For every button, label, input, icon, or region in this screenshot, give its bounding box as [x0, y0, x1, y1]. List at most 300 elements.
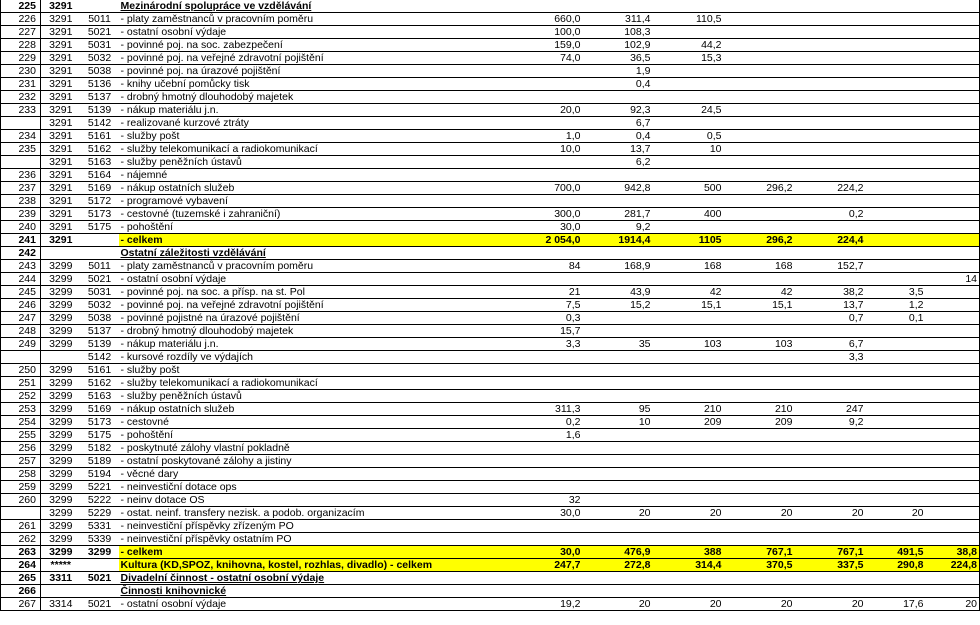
item-code-cell: 5031 [81, 39, 119, 52]
value-cell: 95 [583, 403, 653, 416]
value-cell [653, 273, 724, 286]
table-row [1, 208, 980, 221]
table-row [1, 598, 980, 611]
value-cell [724, 13, 795, 26]
item-code-cell: 5175 [81, 221, 119, 234]
description-cell: - drobný hmotný dlouhodobý majetek [119, 325, 512, 338]
value-cell [866, 585, 926, 598]
value-cell [653, 78, 724, 91]
value-cell [866, 338, 926, 351]
description-cell: - služby telekomunikací a radiokomunikací [119, 143, 512, 156]
value-cell: 296,2 [724, 182, 795, 195]
row-number-cell: 237 [1, 182, 41, 195]
value-cell [724, 65, 795, 78]
table-row [1, 299, 980, 312]
value-cell [512, 78, 583, 91]
value-cell [926, 260, 980, 273]
row-number-cell: 259 [1, 481, 41, 494]
row-number-cell: 260 [1, 494, 41, 507]
table-row [1, 195, 980, 208]
row-number-cell: 230 [1, 65, 41, 78]
value-cell [866, 65, 926, 78]
table-row [1, 507, 980, 520]
section-code-cell: 3291 [41, 195, 81, 208]
section-code-cell: 3291 [41, 143, 81, 156]
value-cell [926, 65, 980, 78]
description-cell: - ostatní osobní výdaje [119, 598, 512, 611]
table-row [1, 286, 980, 299]
value-cell [926, 39, 980, 52]
value-cell: 14 [926, 273, 980, 286]
item-code-cell: 5031 [81, 286, 119, 299]
item-code-cell: 5021 [81, 598, 119, 611]
value-cell: 44,2 [653, 39, 724, 52]
value-cell [653, 377, 724, 390]
value-cell [583, 533, 653, 546]
section-code-cell: 3291 [41, 156, 81, 169]
table-row [1, 390, 980, 403]
value-cell: 20 [583, 598, 653, 611]
value-cell: 311,4 [583, 13, 653, 26]
value-cell [866, 403, 926, 416]
value-cell: 15,7 [512, 325, 583, 338]
value-cell: 1105 [653, 234, 724, 247]
item-code-cell [81, 585, 119, 598]
value-cell: 491,5 [866, 546, 926, 559]
description-cell: - celkem [119, 546, 512, 559]
value-cell [512, 156, 583, 169]
description-cell: - cestovné (tuzemské i zahraniční) [119, 208, 512, 221]
description-cell: - nákup ostatních služeb [119, 182, 512, 195]
value-cell [926, 286, 980, 299]
table-row [1, 39, 980, 52]
description-cell: - služby peněžních ústavů [119, 390, 512, 403]
description-cell: - neinv dotace OS [119, 494, 512, 507]
row-number-cell [1, 156, 41, 169]
value-cell: 20 [583, 507, 653, 520]
row-number-cell: 267 [1, 598, 41, 611]
value-cell [512, 247, 583, 260]
section-code-cell: 3299 [41, 416, 81, 429]
item-code-cell: 5162 [81, 377, 119, 390]
value-cell [795, 429, 866, 442]
value-cell [926, 468, 980, 481]
item-code-cell [81, 0, 119, 13]
value-cell [866, 169, 926, 182]
table-row [1, 351, 980, 364]
row-number-cell: 241 [1, 234, 41, 247]
table-row [1, 429, 980, 442]
value-cell [583, 455, 653, 468]
value-cell: 0,7 [795, 312, 866, 325]
value-cell: 17,6 [866, 598, 926, 611]
value-cell [795, 494, 866, 507]
value-cell: 1,0 [512, 130, 583, 143]
value-cell [583, 169, 653, 182]
item-code-cell: 5222 [81, 494, 119, 507]
value-cell: 2 054,0 [512, 234, 583, 247]
value-cell: 159,0 [512, 39, 583, 52]
row-number-cell: 244 [1, 273, 41, 286]
value-cell [512, 169, 583, 182]
item-code-cell: 5164 [81, 169, 119, 182]
value-cell [724, 143, 795, 156]
description-cell: - ostatní osobní výdaje [119, 273, 512, 286]
value-cell: 20 [926, 598, 980, 611]
value-cell [926, 156, 980, 169]
description-cell: - ostatní poskytované zálohy a jistiny [119, 455, 512, 468]
description-cell: - ostat. neinf. transfery nezisk. a podob. organizacím [119, 507, 512, 520]
section-code-cell [41, 351, 81, 364]
description-cell: Ostatní záležitosti vzdělávání [119, 247, 512, 260]
value-cell [795, 26, 866, 39]
section-code-cell: 3299 [41, 481, 81, 494]
value-cell [724, 312, 795, 325]
value-cell [724, 221, 795, 234]
value-cell [653, 468, 724, 481]
value-cell [926, 0, 980, 13]
value-cell: 15,1 [724, 299, 795, 312]
value-cell: 0,1 [866, 312, 926, 325]
value-cell [795, 156, 866, 169]
value-cell [724, 585, 795, 598]
value-cell [512, 533, 583, 546]
value-cell: 32 [512, 494, 583, 507]
value-cell [926, 299, 980, 312]
value-cell [512, 117, 583, 130]
table-row [1, 13, 980, 26]
value-cell [512, 520, 583, 533]
value-cell [653, 572, 724, 585]
table-row [1, 494, 980, 507]
table-body [1, 0, 980, 611]
value-cell: 7,5 [512, 299, 583, 312]
section-code-cell: 3291 [41, 65, 81, 78]
item-code-cell: 5161 [81, 130, 119, 143]
section-code-cell: 3299 [41, 299, 81, 312]
value-cell [795, 455, 866, 468]
item-code-cell: 5032 [81, 299, 119, 312]
description-cell: Mezinárodní spolupráce ve vzdělávání [119, 0, 512, 13]
item-code-cell: 5229 [81, 507, 119, 520]
item-code-cell: 5032 [81, 52, 119, 65]
value-cell: 42 [653, 286, 724, 299]
value-cell: 224,2 [795, 182, 866, 195]
value-cell: 13,7 [583, 143, 653, 156]
value-cell [926, 507, 980, 520]
value-cell: 152,7 [795, 260, 866, 273]
row-number-cell: 255 [1, 429, 41, 442]
section-code-cell [41, 247, 81, 260]
value-cell: 3,3 [512, 338, 583, 351]
row-number-cell: 239 [1, 208, 41, 221]
value-cell: 296,2 [724, 234, 795, 247]
value-cell [653, 520, 724, 533]
description-cell: - povinné pojistné na úrazové pojištění [119, 312, 512, 325]
value-cell [653, 65, 724, 78]
value-cell [653, 117, 724, 130]
section-code-cell: 3291 [41, 91, 81, 104]
value-cell: 300,0 [512, 208, 583, 221]
table-row [1, 338, 980, 351]
section-code-cell: 3291 [41, 208, 81, 221]
value-cell [583, 91, 653, 104]
value-cell [795, 169, 866, 182]
value-cell: 20 [866, 507, 926, 520]
value-cell: 247 [795, 403, 866, 416]
description-cell: - věcné dary [119, 468, 512, 481]
item-code-cell: 5163 [81, 156, 119, 169]
value-cell: 3,3 [795, 351, 866, 364]
value-cell [795, 325, 866, 338]
value-cell [926, 403, 980, 416]
value-cell [724, 156, 795, 169]
value-cell [653, 455, 724, 468]
value-cell: 110,5 [653, 13, 724, 26]
section-code-cell: 3299 [41, 468, 81, 481]
value-cell [653, 442, 724, 455]
value-cell [583, 429, 653, 442]
value-cell: 476,9 [583, 546, 653, 559]
value-cell [653, 351, 724, 364]
item-code-cell: 5169 [81, 403, 119, 416]
value-cell [866, 494, 926, 507]
value-cell: 370,5 [724, 559, 795, 572]
value-cell [866, 208, 926, 221]
table-row [1, 403, 980, 416]
section-code-cell: 3299 [41, 442, 81, 455]
value-cell [653, 481, 724, 494]
value-cell: 767,1 [795, 546, 866, 559]
table-row [1, 169, 980, 182]
row-number-cell: 249 [1, 338, 41, 351]
value-cell: 272,8 [583, 559, 653, 572]
value-cell [795, 520, 866, 533]
value-cell [512, 364, 583, 377]
row-number-cell: 231 [1, 78, 41, 91]
item-code-cell: 5011 [81, 260, 119, 273]
value-cell [512, 468, 583, 481]
item-code-cell: 5038 [81, 65, 119, 78]
row-number-cell: 248 [1, 325, 41, 338]
table-row [1, 481, 980, 494]
value-cell [512, 455, 583, 468]
value-cell [866, 364, 926, 377]
table-row [1, 234, 980, 247]
row-number-cell: 263 [1, 546, 41, 559]
row-number-cell [1, 117, 41, 130]
row-number-cell: 250 [1, 364, 41, 377]
value-cell [724, 78, 795, 91]
item-code-cell: 5194 [81, 468, 119, 481]
value-cell: 20 [795, 507, 866, 520]
value-cell [724, 195, 795, 208]
value-cell: 388 [653, 546, 724, 559]
value-cell [724, 26, 795, 39]
item-code-cell: 5173 [81, 208, 119, 221]
value-cell [795, 195, 866, 208]
row-number-cell: 243 [1, 260, 41, 273]
table-row [1, 260, 980, 273]
value-cell [795, 533, 866, 546]
value-cell [724, 442, 795, 455]
value-cell [795, 143, 866, 156]
value-cell: 314,4 [653, 559, 724, 572]
value-cell: 9,2 [795, 416, 866, 429]
value-cell [866, 390, 926, 403]
description-cell: - neinvestiční příspěvky zřízeným PO [119, 520, 512, 533]
table-row [1, 247, 980, 260]
value-cell [653, 533, 724, 546]
row-number-cell: 257 [1, 455, 41, 468]
value-cell [583, 364, 653, 377]
item-code-cell: 5142 [81, 117, 119, 130]
value-cell [512, 442, 583, 455]
value-cell [795, 585, 866, 598]
value-cell [926, 377, 980, 390]
value-cell [866, 130, 926, 143]
value-cell [583, 585, 653, 598]
value-cell [724, 533, 795, 546]
table-row [1, 312, 980, 325]
row-number-cell: 233 [1, 104, 41, 117]
value-cell [724, 468, 795, 481]
item-code-cell: 5137 [81, 325, 119, 338]
item-code-cell: 5221 [81, 481, 119, 494]
value-cell [512, 351, 583, 364]
value-cell: 337,5 [795, 559, 866, 572]
section-code-cell: 3291 [41, 169, 81, 182]
value-cell [795, 364, 866, 377]
item-code-cell: 5021 [81, 273, 119, 286]
value-cell [866, 455, 926, 468]
section-code-cell: 3291 [41, 26, 81, 39]
row-number-cell: 247 [1, 312, 41, 325]
value-cell [926, 520, 980, 533]
value-cell: 224,4 [795, 234, 866, 247]
value-cell [926, 117, 980, 130]
item-code-cell [81, 559, 119, 572]
table-row [1, 156, 980, 169]
value-cell [926, 182, 980, 195]
value-cell [653, 195, 724, 208]
table-row [1, 455, 980, 468]
value-cell [653, 364, 724, 377]
value-cell [724, 572, 795, 585]
row-number-cell: 245 [1, 286, 41, 299]
table-row [1, 377, 980, 390]
value-cell [724, 429, 795, 442]
section-code-cell: 3299 [41, 520, 81, 533]
value-cell [866, 182, 926, 195]
table-row [1, 533, 980, 546]
value-cell [795, 572, 866, 585]
value-cell [866, 351, 926, 364]
value-cell [653, 325, 724, 338]
value-cell [795, 65, 866, 78]
value-cell: 42 [724, 286, 795, 299]
item-code-cell [81, 234, 119, 247]
value-cell [795, 390, 866, 403]
value-cell [724, 104, 795, 117]
value-cell [653, 494, 724, 507]
description-cell: - nákup ostatních služeb [119, 403, 512, 416]
value-cell: 10 [653, 143, 724, 156]
value-cell [866, 52, 926, 65]
value-cell [724, 247, 795, 260]
value-cell [926, 572, 980, 585]
value-cell [512, 390, 583, 403]
row-number-cell: 234 [1, 130, 41, 143]
value-cell [926, 169, 980, 182]
description-cell: - povinné poj. na soc. zabezpečení [119, 39, 512, 52]
value-cell [926, 91, 980, 104]
value-cell: 0,2 [795, 208, 866, 221]
value-cell [926, 26, 980, 39]
value-cell [724, 455, 795, 468]
value-cell: 20 [653, 507, 724, 520]
table-row [1, 104, 980, 117]
value-cell: 1,6 [512, 429, 583, 442]
section-code-cell: 3291 [41, 221, 81, 234]
value-cell: 1,9 [583, 65, 653, 78]
item-code-cell: 5189 [81, 455, 119, 468]
value-cell: 20 [795, 598, 866, 611]
value-cell [724, 481, 795, 494]
value-cell [653, 429, 724, 442]
value-cell [724, 130, 795, 143]
item-code-cell: 5136 [81, 78, 119, 91]
description-cell: - služby peněžních ústavů [119, 156, 512, 169]
value-cell: 6,7 [583, 117, 653, 130]
section-code-cell: 3314 [41, 598, 81, 611]
description-cell: - povinné poj. na soc. a přísp. na st. Pol [119, 286, 512, 299]
value-cell [724, 52, 795, 65]
description-cell: - pohoštění [119, 221, 512, 234]
value-cell [926, 52, 980, 65]
section-code-cell: 3299 [41, 455, 81, 468]
value-cell [724, 273, 795, 286]
value-cell: 209 [724, 416, 795, 429]
value-cell [795, 52, 866, 65]
table-row [1, 182, 980, 195]
value-cell: 281,7 [583, 208, 653, 221]
value-cell: 43,9 [583, 286, 653, 299]
section-code-cell: 3291 [41, 234, 81, 247]
value-cell: 100,0 [512, 26, 583, 39]
value-cell: 20 [724, 507, 795, 520]
value-cell: 224,8 [926, 559, 980, 572]
value-cell [795, 117, 866, 130]
item-code-cell: 5173 [81, 416, 119, 429]
value-cell [866, 13, 926, 26]
value-cell [795, 130, 866, 143]
item-code-cell: 5139 [81, 338, 119, 351]
value-cell [926, 143, 980, 156]
row-number-cell: 261 [1, 520, 41, 533]
value-cell [866, 104, 926, 117]
value-cell [583, 325, 653, 338]
value-cell: 0,5 [653, 130, 724, 143]
value-cell [866, 416, 926, 429]
value-cell [866, 377, 926, 390]
value-cell: 0,4 [583, 130, 653, 143]
row-number-cell [1, 507, 41, 520]
row-number-cell: 254 [1, 416, 41, 429]
table-row [1, 26, 980, 39]
row-number-cell: 251 [1, 377, 41, 390]
section-code-cell: 3299 [41, 507, 81, 520]
